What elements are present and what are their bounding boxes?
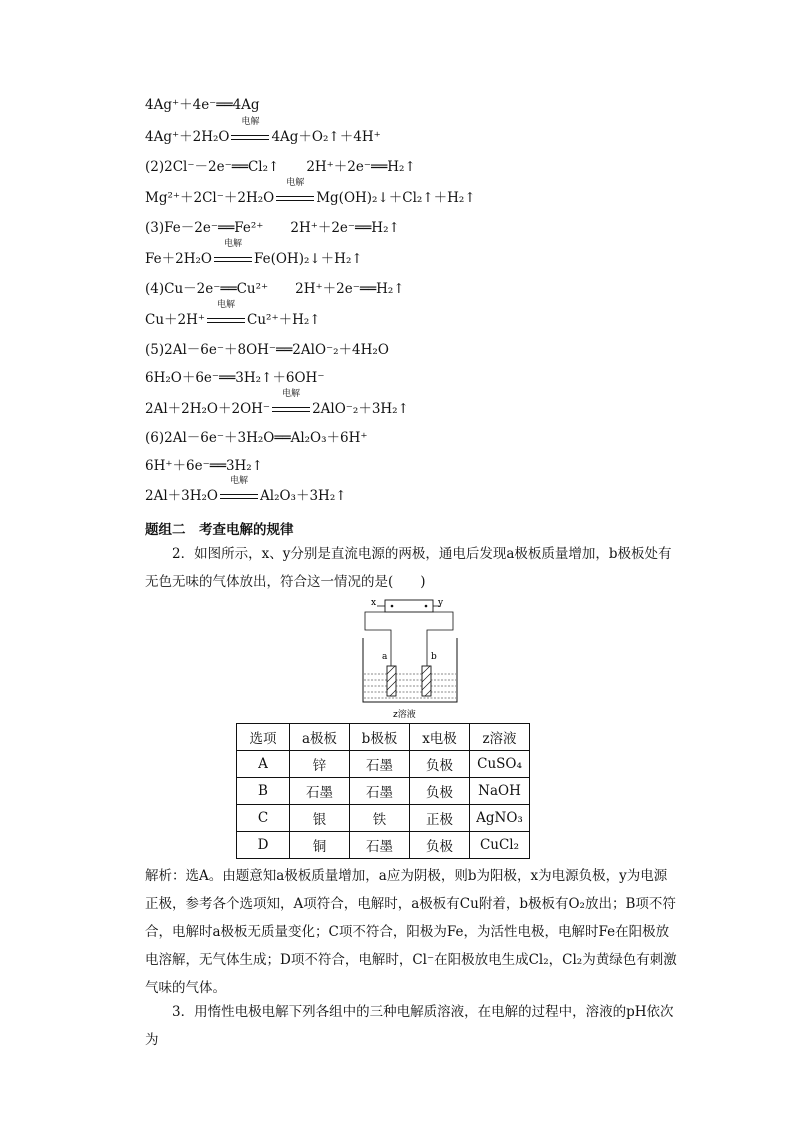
equation-line: (3)Fe－2e⁻══Fe²⁺ 2H⁺＋2e⁻══H₂↑ bbox=[145, 220, 400, 236]
equation-line: (6)2Al－6e⁻＋3H₂O══Al₂O₃＋6H⁺ bbox=[145, 430, 368, 446]
label-b: b bbox=[431, 652, 437, 662]
beaker bbox=[363, 638, 457, 702]
table-row: C 银 铁 正极 AgNO₃ bbox=[237, 805, 530, 832]
section-heading: 题组二 考查电解的规律 bbox=[145, 522, 294, 538]
electrolysis-equation: 2Al＋3H₂O 电解 Al₂O₃＋3H₂↑ bbox=[145, 476, 347, 504]
equation-line: 6H₂O＋6e⁻══3H₂↑＋6OH⁻ bbox=[145, 370, 325, 386]
label-x: x bbox=[371, 598, 377, 608]
equation-line: (4)Cu－2e⁻══Cu²⁺ 2H⁺＋2e⁻══H₂↑ bbox=[145, 281, 405, 297]
electrolysis-equation: 4Ag⁺＋2H₂O 电解 4Ag＋O₂↑＋4H⁺ bbox=[145, 117, 381, 145]
label-a: a bbox=[382, 652, 388, 662]
electrolysis-equation: Fe＋2H₂O 电解 Fe(OH)₂↓＋H₂↑ bbox=[145, 239, 363, 267]
table-row: D 铜 石墨 负极 CuCl₂ bbox=[237, 832, 530, 859]
question-2: 2．如图所示，x、y分别是直流电源的两极，通电后发现a极板质量增加，b极板处有无色无味的气体放出，符合这一情况的是( ) bbox=[145, 546, 672, 590]
table-header-row: 选项 a极板 b极板 x电极 z溶液 bbox=[237, 724, 530, 751]
electrolysis-equation: 2Al＋2H₂O＋2OH⁻ 电解 2AlO⁻₂＋3H₂↑ bbox=[145, 389, 409, 417]
equation-line: 6H⁺＋6e⁻══3H₂↑ bbox=[145, 458, 264, 474]
figure-caption: z溶液 bbox=[393, 710, 416, 720]
equation-line: (2)2Cl⁻－2e⁻══Cl₂↑ 2H⁺＋2e⁻══H₂↑ bbox=[145, 159, 416, 175]
electrolysis-equation: Mg²⁺＋2Cl⁻＋2H₂O 电解 Mg(OH)₂↓＋Cl₂↑＋H₂↑ bbox=[145, 178, 476, 206]
equation-line: (5)2Al－6e⁻＋8OH⁻══2AlO⁻₂＋4H₂O bbox=[145, 342, 389, 358]
electrolysis-apparatus-figure bbox=[355, 594, 465, 722]
label-y: y bbox=[438, 598, 444, 608]
options-table bbox=[236, 723, 530, 859]
table-row: A 锌 石墨 负极 CuSO₄ bbox=[237, 751, 530, 778]
table-row: B 石墨 石墨 负极 NaOH bbox=[237, 778, 530, 805]
analysis-paragraph: 解析：选A。由题意知a极板质量增加，a应为阴极，则b为阳极，x为电源负极，y为电源正极，参考各个选项知，A项符合，电解时，a极板有Cu附着，b极板有O₂放出；B项不符合，电解时a极板无质量变化；C项不符合，阳极为Fe，为活性电极，电解时Fe在阳极放电溶解，无气体生成；D项不符合，电解时，Cl⁻在阳极放电生成Cl₂，Cl₂为黄绿色有刺激气味的气体。 bbox=[145, 868, 677, 996]
equation-line: 4Ag⁺＋4e⁻══4Ag bbox=[145, 97, 260, 113]
question-3: 3．用惰性电极电解下列各组中的三种电解质溶液，在电解的过程中，溶液的pH依次为 bbox=[145, 1004, 674, 1048]
electrolysis-equation: Cu＋2H⁺ 电解 Cu²⁺＋H₂↑ bbox=[145, 300, 321, 328]
